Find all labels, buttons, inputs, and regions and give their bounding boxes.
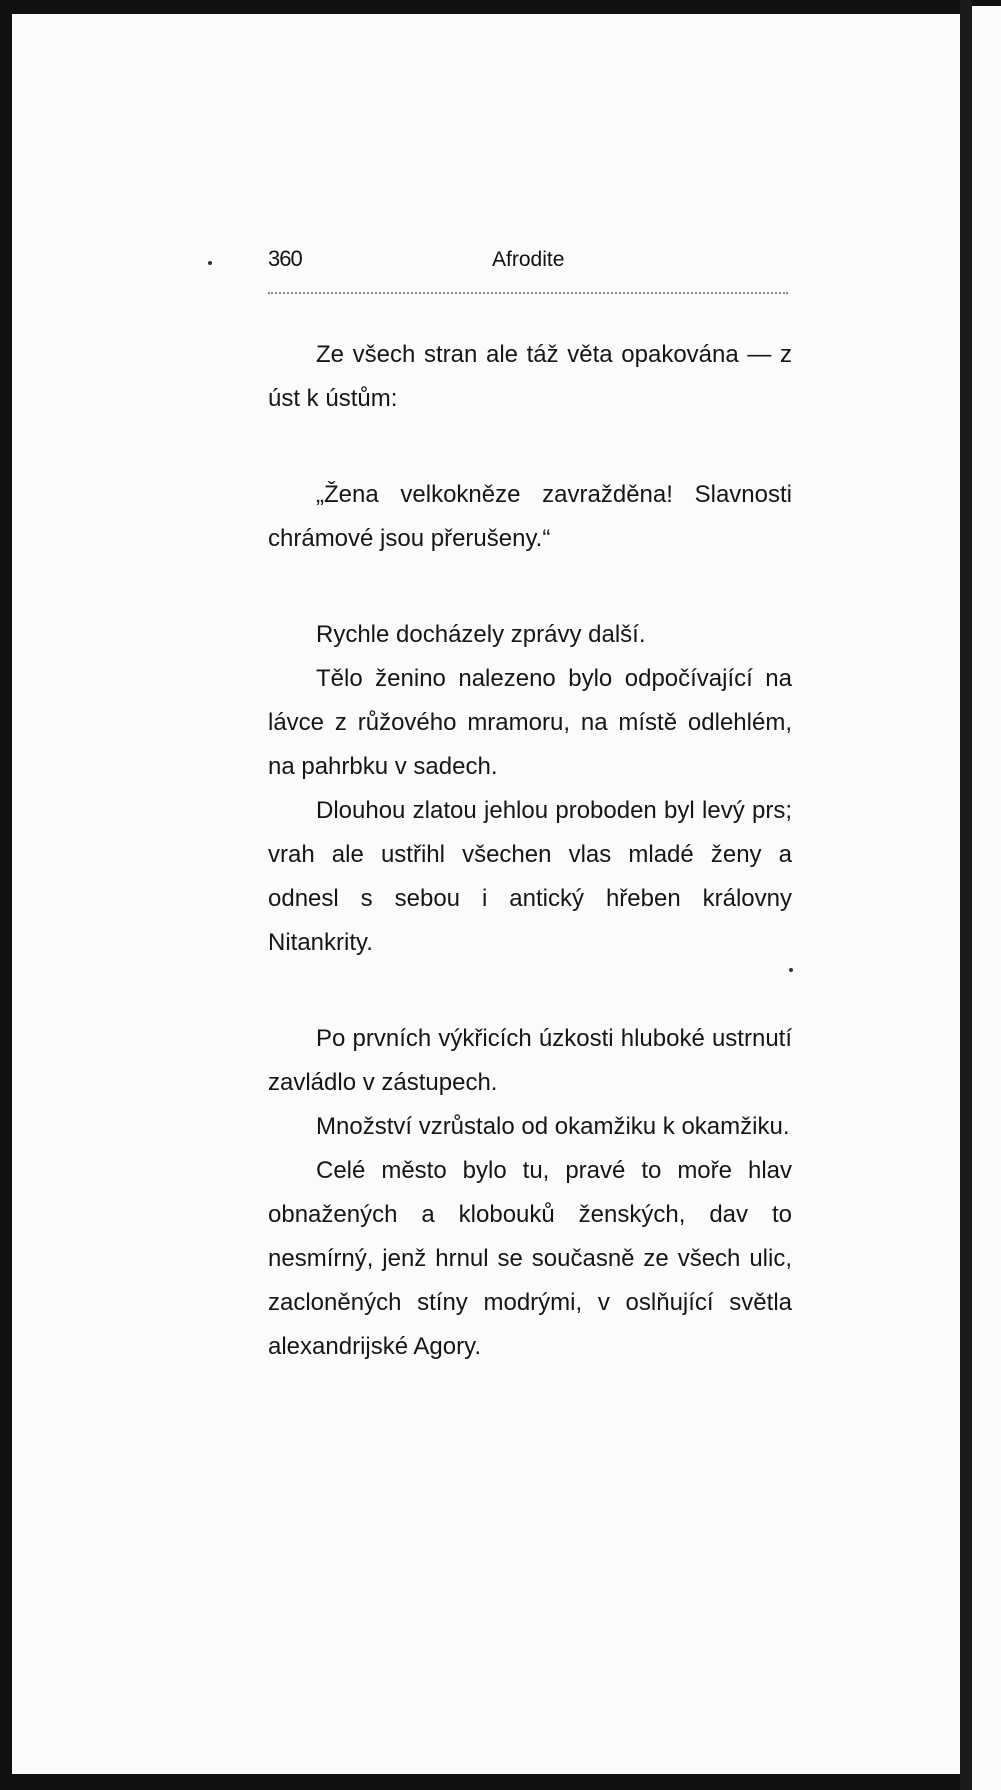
paragraph: Celé město bylo tu, pravé to moře hlav obnažených a klobouků ženských, dav to nesmírný, jenž hrnul se současně ze všech ulic, zacloněných stíny modrými, v oslňující světla alexandrijské Agory. (268, 1157, 792, 1360)
running-title: Afrodite (492, 248, 565, 271)
paragraph: Rychle docházely zprávy další. (316, 621, 646, 648)
header-rule (268, 292, 788, 294)
page-number: 360 (268, 246, 302, 271)
page-header (268, 246, 792, 276)
paragraph: Po prvních výkřicích úzkosti hluboké ustrnutí zavládlo v zástupech. (268, 1025, 792, 1096)
paragraph: „Žena velkokněze zavražděna! Slavnosti chrámové jsou přerušeny.“ (268, 481, 792, 552)
page-text (268, 333, 792, 1369)
margin-mark (208, 261, 212, 265)
page-edge-shadow (960, 0, 972, 1790)
adjacent-page-strip (972, 6, 1001, 1790)
paragraph: Tělo ženino nalezeno bylo odpočívající na lávce z růžového mramoru, na místě odlehlém, na pahrbku v sadech. (268, 665, 792, 780)
paragraph: Ze všech stran ale táž věta opakována — z úst k ústům: (268, 341, 792, 412)
paragraph: Dlouhou zlatou jehlou proboden byl levý prs; vrah ale ustřihl všechen vlas mladé ženy a odnesl s sebou i antický hřeben královny Nitankrity. (268, 797, 792, 956)
paragraph: Množství vzrůstalo od okamžiku k okamžiku. (316, 1113, 790, 1140)
